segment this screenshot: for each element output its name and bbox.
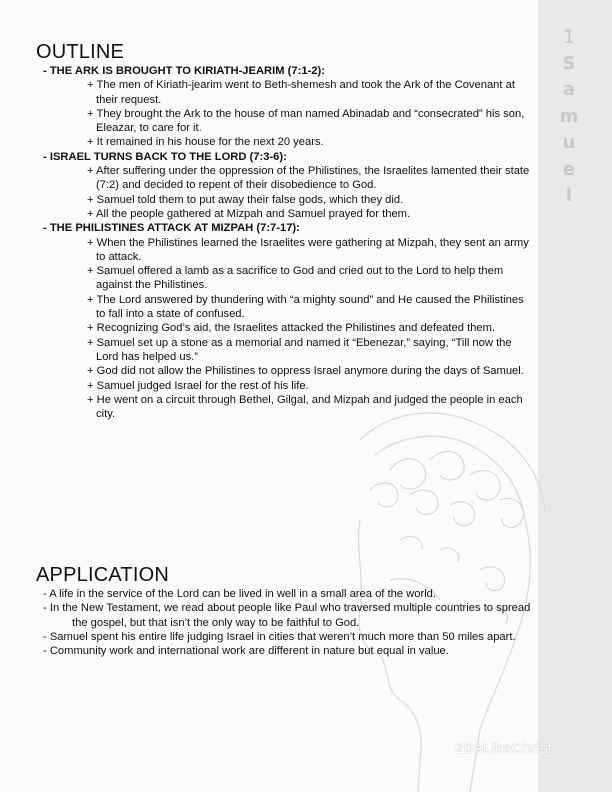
watermark: 2BeLikeChrist <box>455 740 553 757</box>
list-item: + Samuel offered a lamb as a sacrifice to God and cried out to the Lord to help them against the Philistines. <box>87 265 504 292</box>
title-letter: a <box>562 79 576 100</box>
title-letter: u <box>562 132 576 153</box>
section-title: - ISRAEL TURNS BACK TO THE LORD (7:3-6): <box>43 150 287 163</box>
book-number: 1 <box>562 26 576 48</box>
title-letter: S <box>562 52 576 74</box>
list-item: + He went on a circuit through Bethel, Gilgal, and Mizpah and judged the people in each city. <box>87 393 523 421</box>
list-item: + The Lord answered by thundering with “a mighty sound” and He caused the Philistines to fall into a state of confused. <box>87 293 524 321</box>
list-item: + The men of Kiriath-jearim went to Beth-shemesh and took the Ark of the Covenant at their request. <box>87 79 515 106</box>
vertical-book-title <box>538 24 600 210</box>
section-title: - THE PHILISTINES ATTACK AT MIZPAH (7:7-17): <box>43 222 300 235</box>
outline-section <box>36 40 536 421</box>
list-item: - A life in the service of the Lord can be lived in well in a small area of the world. <box>43 588 437 600</box>
title-letter: l <box>565 185 573 206</box>
list-item: - Samuel spent his entire life judging Israel in cities that weren’t much more than 50 miles apart. <box>43 630 516 643</box>
list-item: + Samuel judged Israel for the rest of his life. <box>87 379 309 392</box>
application-heading: APPLICATION <box>36 564 169 586</box>
list-item: + Samuel told them to put away their false gods, which they did. <box>87 193 404 206</box>
section-title: - THE ARK IS BROUGHT TO KIRIATH-JEARIM (7:1-2): <box>43 65 325 77</box>
list-item: + God did not allow the Philistines to oppress Israel anymore during the days of Samuel. <box>87 365 524 378</box>
list-item: + When the Philistines learned the Israelites were gathering at Mizpah, they sent an army to attack. <box>87 236 529 263</box>
list-item: - In the New Testament, we read about people like Paul who traversed multiple countries to spread the gospel, but that isn’t the only way to be faithful to God. <box>43 602 531 629</box>
title-letter: e <box>562 158 576 180</box>
list-item: + Samuel set up a stone as a memorial and named it “Ebenezar,” saying, “Till now the Lord has helped us.” <box>87 336 512 363</box>
list-item: - Community work and international work are different in nature but equal in value. <box>43 645 449 658</box>
list-item: + After suffering under the oppression of the Philistines, the Israelites lamented their state (7:2) and decided to repent of their disobedience to God. <box>87 165 530 192</box>
list-item: + Recognizing God’s aid, the Israelites attacked the Philistines and defeated them. <box>87 322 496 335</box>
application-section <box>36 563 536 658</box>
list-item: + They brought the Ark to the house of man named Abinadab and “consecrated” his son, Eleazar, to care for it. <box>87 107 525 135</box>
list-item: + All the people gathered at Mizpah and Samuel prayed for them. <box>87 207 411 220</box>
title-letter: m <box>559 105 579 127</box>
list-item: + It remained in his house for the next 20 years. <box>87 136 324 149</box>
outline-heading: OUTLINE <box>36 41 125 63</box>
